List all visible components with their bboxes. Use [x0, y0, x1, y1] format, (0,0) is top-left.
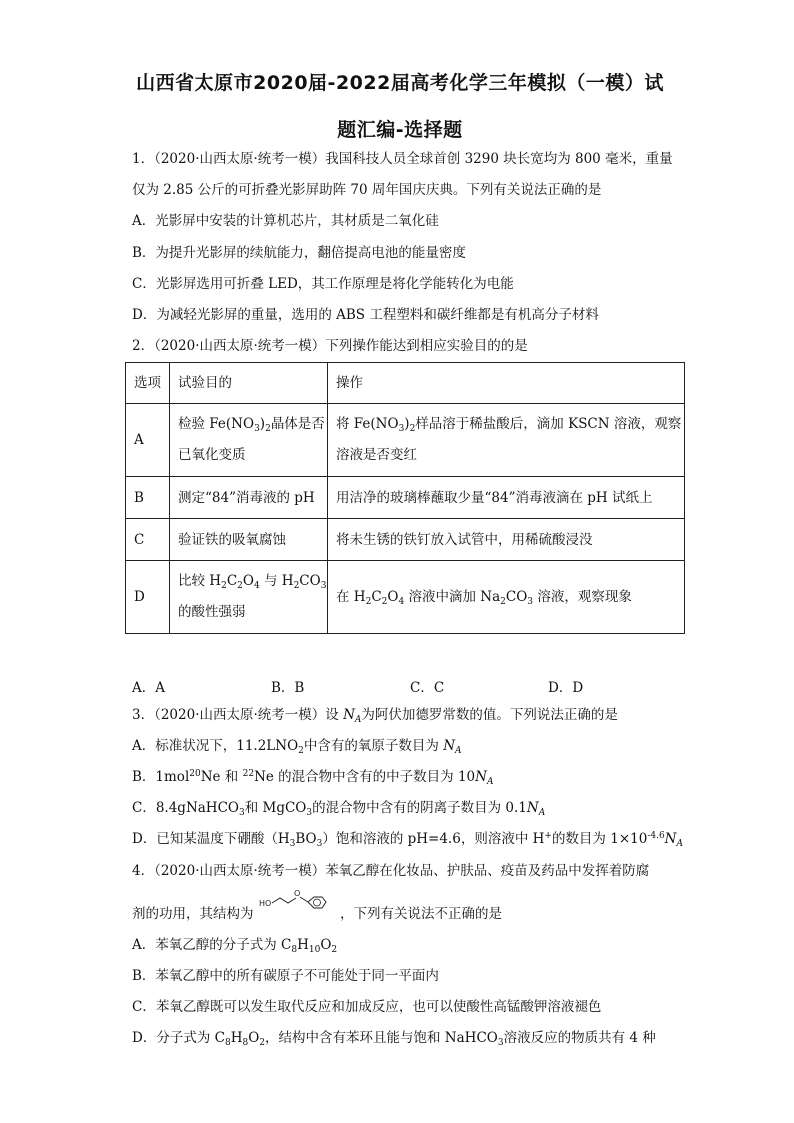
header-purpose: 试验目的	[170, 363, 328, 404]
phenoxyethanol-structure	[258, 886, 338, 918]
question-1-option-c: C．光影屏选用可折叠 LED，其工作原理是将化学能转化为电能	[132, 276, 514, 292]
row-d-option: D	[126, 561, 170, 634]
question-2-choice-c: C．C	[410, 680, 445, 696]
table-row-b	[126, 477, 685, 519]
question-2-choice-a: A．A	[132, 680, 165, 696]
svg-text:O: O	[294, 889, 301, 898]
table-row-c	[126, 519, 685, 561]
row-a-purpose: 检验 $Fe(NO_3)_2$晶体是否 已氧化变质	[170, 404, 328, 477]
question-2-choice-d: D．D	[548, 680, 584, 696]
table-row-a	[126, 404, 685, 477]
question-1-stem: 1．（2020·山西太原·统考一模）我国科技人员全球首创 3290 块长宽均为 800 毫米，重量	[132, 151, 673, 167]
row-b-option: B	[126, 477, 170, 519]
row-c-purpose: 验证铁的吸氧腐蚀	[170, 519, 328, 561]
document-title-line-2: 题汇编-选择题	[337, 119, 463, 141]
table-row-d	[126, 561, 685, 634]
row-a-option: A	[126, 404, 170, 477]
row-d-operation: 在 $H_2C_2O_4$ 溶液中滴加 $Na_2CO_3$ 溶液，观察现象	[328, 561, 685, 634]
question-3-option-c: C．8.4gNaHCO$_3$和 MgCO$_3$的混合物中含有的阴离子数目为 $0.1N_A$	[132, 800, 546, 818]
question-4-option-d: D．分子式为 $C_8H_8O_2$，结构中含有苯环且能与饱和 NaHCO$_3$溶液反应的物质共有 4 种	[132, 1030, 656, 1048]
row-c-option: C	[126, 519, 170, 561]
question-3-stem: 3．（2020·山西太原·统考一模）设 $N_A$为阿伏加德罗常数的值。下列说法正确的是	[132, 707, 618, 725]
row-b-operation: 用洁净的玻璃棒蘸取少量“84”消毒液滴在 pH 试纸上	[328, 477, 685, 519]
experiment-table	[125, 362, 685, 634]
question-2-stem: 2．（2020·山西太原·统考一模）下列操作能达到相应实验目的的是	[132, 338, 528, 354]
table-header-row	[126, 363, 685, 404]
row-c-operation: 将未生锈的铁钉放入试管中，用稀硫酸浸没	[328, 519, 685, 561]
header-option: 选项	[126, 363, 170, 404]
row-b-purpose: 测定“84”消毒液的 pH	[170, 477, 328, 519]
question-4-stem: 4．（2020·山西太原·统考一模）苯氧乙醇在化妆品、护肤品、疫苗及药品中发挥着防腐	[132, 863, 650, 879]
structure-label-ho: HO	[259, 899, 272, 908]
question-3-option-a: A．标准状况下，$11.2LNO_2$中含有的氧原子数目为 $N_A$	[132, 738, 462, 756]
document-title-line-1: 山西省太原市2020届-2022届高考化学三年模拟（一模）试	[136, 72, 664, 94]
question-1-option-b: B．为提升光影屏的续航能力，翻倍提高电池的能量密度	[132, 245, 466, 261]
question-2-choice-b: B．B	[271, 680, 305, 696]
row-d-purpose: 比较 $H_2C_2O_4$ 与 $H_2CO_3$ 的酸性强弱	[170, 561, 328, 634]
question-3-option-d: D．已知某温度下硼酸$(H_3BO_3)$饱和溶液的 pH=4.6，则溶液中 H+的数目为 $1\times 10^{-4.6}N_A$	[132, 831, 683, 849]
question-4-option-c: C．苯氧乙醇既可以发生取代反应和加成反应，也可以使酸性高锰酸钾溶液褪色	[132, 999, 602, 1015]
row-a-operation: 将 $Fe(NO_3)_2$样品溶于稀盐酸后，滴加 KSCN 溶液，观察 溶液是否变红	[328, 404, 685, 477]
question-1-option-a: A．光影屏中安装的计算机芯片，其材质是二氧化硅	[132, 213, 439, 229]
question-4-option-b: B．苯氧乙醇中的所有碳原子不可能处于同一平面内	[132, 968, 439, 984]
question-3-option-b: B．1mol$^{20}$Ne 和 $^{22}$Ne 的混合物中含有的中子数目为 $10N_A$	[132, 769, 494, 787]
question-4-stem-cont: ，下列有关说法不正确的是	[340, 906, 502, 922]
header-operation: 操作	[328, 363, 685, 404]
question-4-option-a: A．苯氧乙醇的分子式为 $C_8H_{10}O_2$	[132, 937, 338, 955]
question-1-option-d: D．为减轻光影屏的重量，选用的 ABS 工程塑料和碳纤维都是有机高分子材料	[132, 307, 599, 323]
question-4-stem-label: 剂的功用，其结构为	[132, 906, 254, 922]
question-1-stem-cont: 仅为 2.85 公斤的可折叠光影屏助阵 70 周年国庆庆典。下列有关说法正确的是	[132, 182, 602, 198]
